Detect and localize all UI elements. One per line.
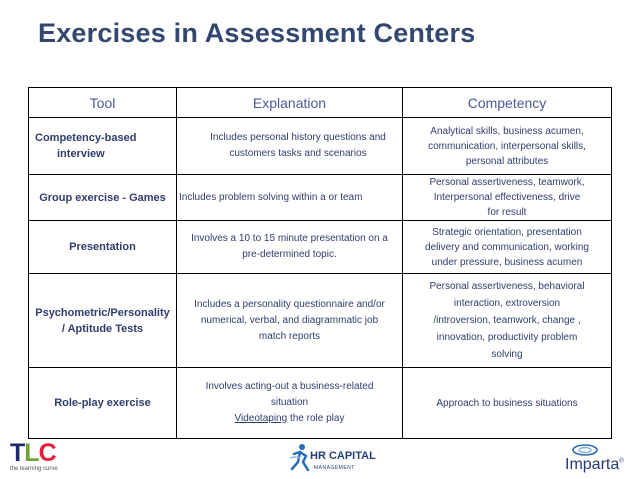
slide-title: Exercises in Assessment Centers	[38, 18, 476, 48]
tool-line: interview	[57, 148, 105, 160]
tool-cell	[29, 221, 177, 274]
header-competency: Competency	[403, 88, 612, 118]
explanation-line: Includes a personality questionnaire and/or	[194, 298, 385, 310]
tool-line: / Aptitude Tests	[61, 322, 144, 335]
explanation-line: match reports	[258, 330, 321, 342]
tool-line: Competency-based	[35, 132, 137, 144]
header-explanation: Explanation	[177, 88, 403, 118]
competency-line: Personal assertiveness, teamwork,	[429, 177, 585, 188]
tlc-tagline: the learning curve	[10, 466, 58, 472]
tlc-letter: C	[38, 439, 56, 467]
explanation-line: pre-determined topic.	[242, 249, 337, 260]
explanation-cell	[177, 221, 403, 274]
explanation-line: Involves acting-out a business-related	[205, 381, 374, 392]
explanation-line: Includes problem solving within a or team	[179, 191, 363, 203]
competency-cell	[403, 368, 612, 439]
explanation-line: Includes personal history questions and	[210, 132, 386, 143]
table-row	[29, 274, 612, 368]
tool-cell	[29, 175, 177, 221]
imparta-mark-icon	[571, 443, 599, 457]
imparta-logo	[565, 443, 625, 477]
explanation-line	[180, 411, 399, 427]
tool-line: Psychometric/Personality	[35, 306, 170, 319]
competency-cell	[403, 221, 612, 274]
explanation-line: Involves a 10 to 15 minute presentation on a	[191, 233, 388, 244]
tlc-wordmark	[10, 441, 68, 465]
competency-line: Analytical skills, business acumen,	[430, 125, 584, 137]
imparta-name	[565, 456, 624, 474]
tool-cell	[29, 368, 177, 439]
tool-cell	[29, 118, 177, 175]
table-row	[29, 368, 612, 439]
tool-line: Presentation	[69, 241, 136, 253]
competency-line: Approach to business situations	[436, 397, 578, 409]
competency-cell	[403, 274, 612, 368]
header-tool: Tool	[29, 88, 177, 118]
imparta-word: Imparta	[565, 456, 620, 473]
competency-line: personal attributes	[465, 155, 549, 167]
explanation-line: numerical, verbal, and diagrammatic job	[200, 314, 379, 326]
table-row	[29, 118, 612, 175]
competency-cell	[403, 175, 612, 221]
competency-line: Strategic orientation, presentation	[432, 226, 582, 238]
explanation-cell	[177, 118, 403, 175]
hr-capital-logo	[288, 440, 378, 478]
competency-line: innovation, productivity problem	[436, 332, 578, 343]
hr-capital-sub: MANAGEMENT	[314, 465, 355, 471]
tlc-logo	[10, 441, 68, 475]
registered-mark: ®	[619, 458, 624, 465]
competency-line: interaction, extroversion	[453, 298, 561, 309]
tlc-letter: T	[10, 439, 25, 467]
competency-line: Interpersonal effectiveness, drive	[433, 192, 581, 203]
competency-line: communication, interpersonal skills,	[428, 140, 586, 152]
tool-line: Role-play exercise	[54, 397, 151, 409]
running-figure-icon	[288, 442, 312, 474]
table-header-row	[29, 88, 612, 118]
explanation-cell	[177, 274, 403, 368]
explanation-line: situation	[270, 397, 309, 408]
competency-line: Personal assertiveness, behavioral	[429, 281, 585, 292]
competency-line: for result	[487, 207, 527, 218]
explanation-tail: the role play	[287, 413, 345, 424]
competency-line: solving	[491, 349, 523, 360]
competency-cell	[403, 118, 612, 175]
tool-cell	[29, 274, 177, 368]
hr-capital-name: HR CAPITAL	[310, 450, 376, 462]
explanation-cell	[177, 368, 403, 439]
table-row	[29, 221, 612, 274]
tool-line: Group exercise - Games	[39, 191, 166, 204]
competency-line: under pressure, business acumen	[431, 256, 583, 268]
table-row	[29, 175, 612, 221]
exercises-table	[28, 87, 612, 439]
explanation-line: customers tasks and scenarios	[229, 148, 367, 159]
tlc-letter: L	[24, 439, 39, 467]
explanation-cell	[177, 175, 403, 221]
competency-line: delivery and communication, working	[425, 241, 589, 253]
underlined-word: Videotaping	[234, 413, 288, 424]
competency-line: /introversion, teamwork, change ,	[433, 315, 581, 326]
